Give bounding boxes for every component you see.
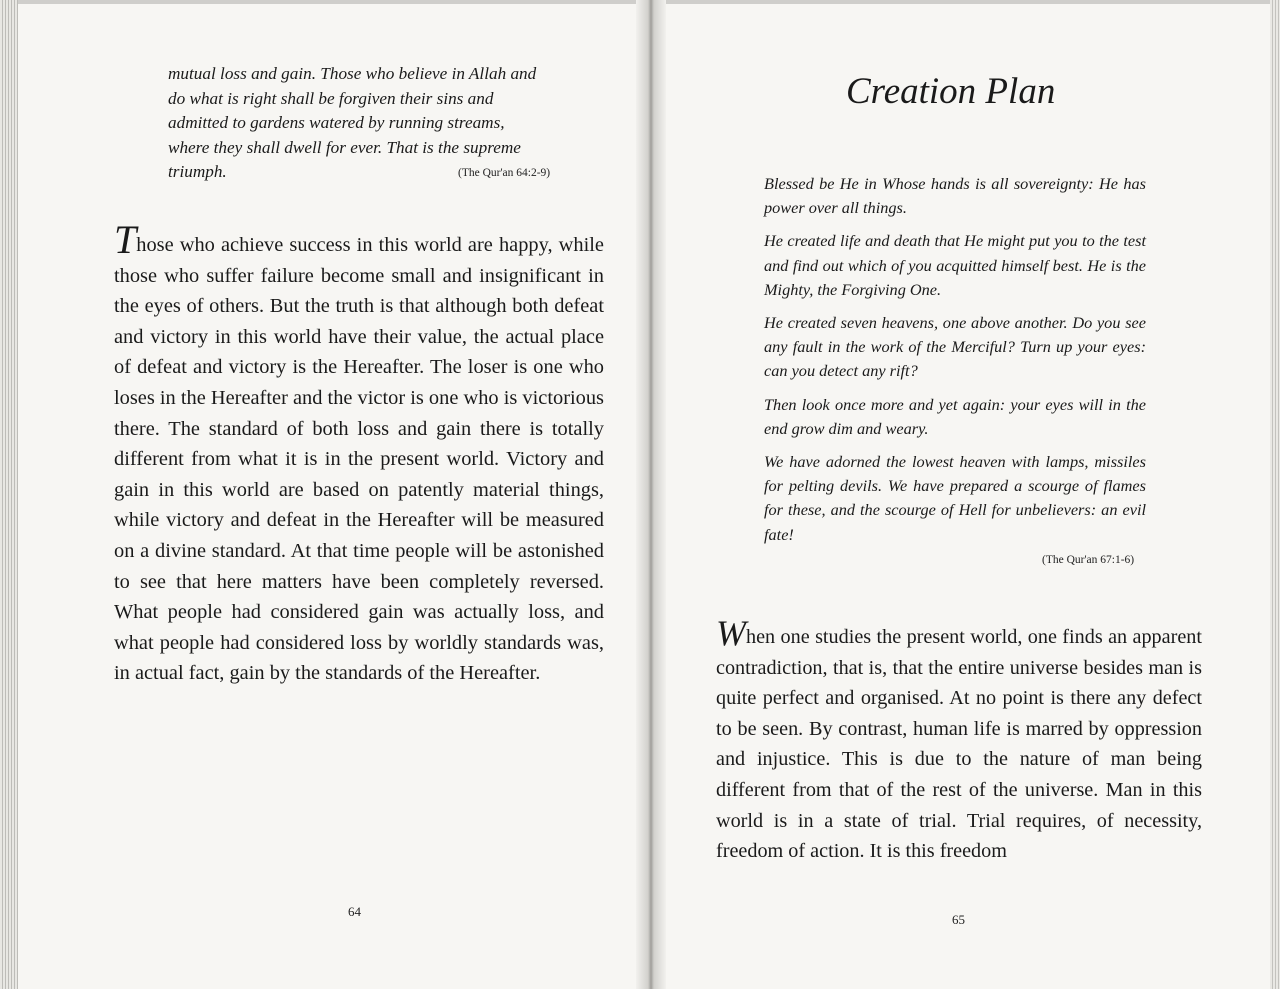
page-number: 64 [348, 904, 361, 919]
verse: Blessed be He in Whose hands is all sovereignty: He has power over all things. [764, 174, 1146, 218]
verse: He created life and death that He might put you to the test and find out which of you acquitted himself best. He is the Mighty, the Forgiving One. [764, 231, 1146, 299]
page-number: 65 [952, 912, 965, 927]
right-page [666, 0, 1270, 989]
body-paragraph [114, 217, 604, 689]
body-paragraph [716, 613, 1202, 867]
book-gutter [636, 0, 666, 989]
left-page [18, 0, 636, 989]
drop-cap: W [716, 613, 746, 653]
verse: We have adorned the lowest heaven with lamps, missiles for pelting devils. We have prepared a scourge of flames for these, and the scourge of Hell for unbelievers: an evil fate! [764, 452, 1146, 544]
chapter-title: Creation Plan [846, 71, 1056, 112]
epigraph-quote: mutual loss and gain. Those who believe in Allah and do what is right shall be forgiven their sins and admitted to gardens watered by running streams, where they shall dwell for ever. That is the supreme triumph. [168, 64, 537, 181]
verses-reference: (The Qur'an 67:1-6) [1042, 554, 1135, 566]
body-text: hose who achieve success in this world are happy, while those who suffer failure become small and insignificant in the eyes of others. But the truth is that although both defeat and victory in this world have their value, the actual place of defeat and victory is the Hereafter. The loser is one who loses in the Hereafter and the victor is one who is victorious there. The standard of both loss and gain there is totally different from what it is in the present world. Victory and gain in this world are based on patently material things, while victory and defeat in the Hereafter will be measured on a divine standard. At that time people will be astonished to see that here matters have been completely reversed. What people had considered gain was actually loss, and what people had considered loss by worldly standards was, in actual fact, gain by the standards of the Hereafter. [114, 234, 604, 685]
left-page-edges [0, 0, 18, 989]
right-page-edges [1270, 0, 1280, 989]
epigraph-reference: (The Qur'an 64:2-9) [458, 167, 551, 179]
body-text: hen one studies the present world, one finds an apparent contradiction, that is, that the entire universe besides man is quite perfect and organised. At no point is there any defect to be seen. By contrast, human life is marred by oppression and injustice. This is due to the nature of man being different from that of the rest of the universe. Man in this world is in a state of trial. Trial requires, of necessity, freedom of action. It is this freedom [716, 626, 1202, 863]
verse: Then look once more and yet again: your eyes will in the end grow dim and weary. [764, 394, 1146, 438]
verse: He created seven heavens, one above another. Do you see any fault in the work of the Merciful? Turn up your eyes: can you detect any rift? [764, 313, 1146, 381]
verses-block [764, 172, 1146, 556]
drop-cap: T [114, 217, 137, 262]
